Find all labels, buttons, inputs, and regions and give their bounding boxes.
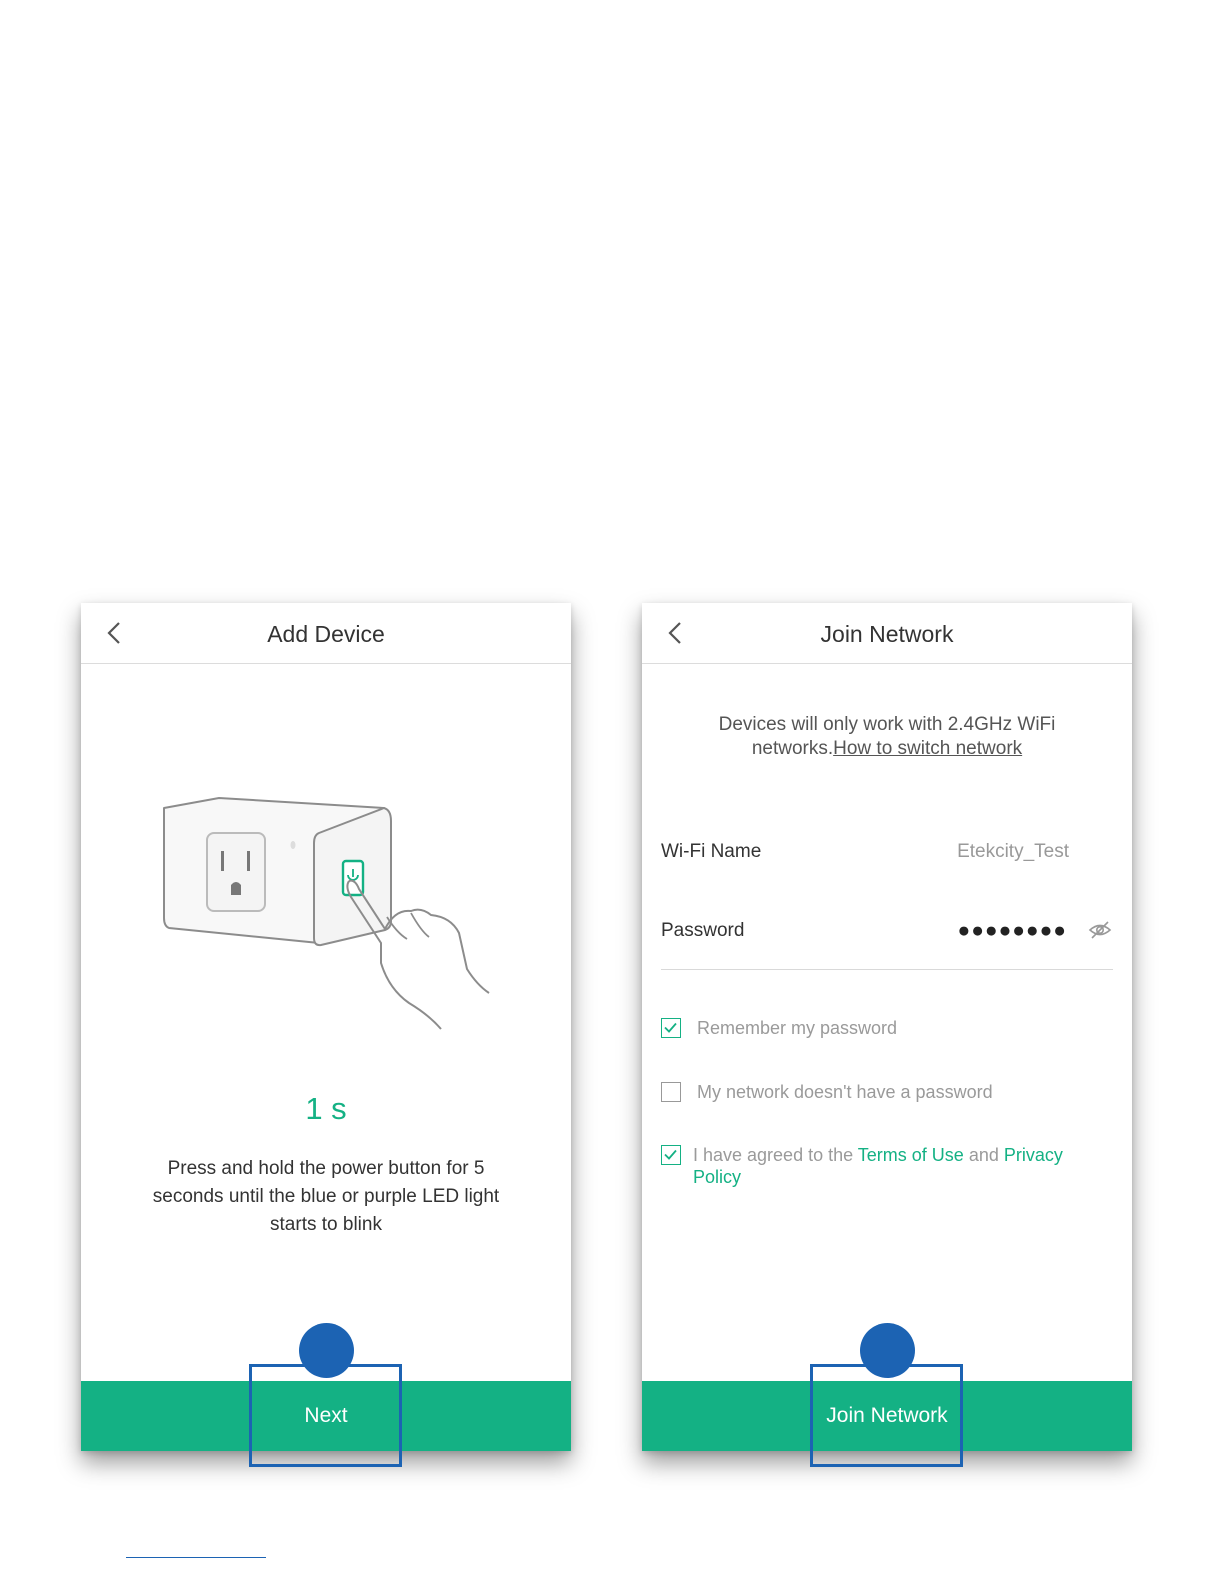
countdown-timer: 1 s <box>305 1091 347 1126</box>
terms-of-use-link[interactable]: Terms of Use <box>857 1145 964 1165</box>
navigation-bar <box>81 603 571 664</box>
no-password-checkbox[interactable] <box>661 1082 681 1102</box>
wifi-name-label: Wi-Fi Name <box>661 841 762 862</box>
password-label: Password <box>661 920 745 941</box>
wifi-notice <box>682 713 1092 761</box>
checkmark-icon <box>662 1019 679 1036</box>
join-network-button[interactable]: Join Network <box>642 1381 1132 1451</box>
password-field[interactable]: ●●●●●●●● <box>957 919 1067 942</box>
eye-off-icon[interactable] <box>1088 919 1112 941</box>
privacy-policy-link-2[interactable]: Policy <box>693 1167 742 1187</box>
checkmark-icon <box>662 1146 679 1163</box>
remember-password-label: Remember my password <box>697 1018 898 1038</box>
instruction-text: Press and hold the power button for 5 seconds until the blue or purple LED light starts to blink <box>152 1158 500 1235</box>
divider-line <box>126 1557 266 1558</box>
switch-network-link[interactable]: How to switch network <box>833 738 1023 759</box>
wifi-notice-text: Devices will only work with 2.4GHz WiFi networks. <box>718 714 1056 759</box>
page-title: Add Device <box>267 621 385 647</box>
page-title: Join Network <box>820 621 954 647</box>
smart-plug-illustration <box>159 793 499 1033</box>
callout-box-next <box>249 1364 402 1467</box>
callout-box-join <box>810 1364 963 1467</box>
terms-checkbox[interactable] <box>661 1145 681 1165</box>
divider <box>661 969 1113 970</box>
wifi-name-value[interactable]: Etekcity_Test <box>957 841 1069 862</box>
terms-and: and <box>963 1145 1004 1165</box>
terms-label <box>693 1144 1102 1188</box>
next-button[interactable]: Next <box>81 1381 571 1451</box>
no-password-label: My network doesn't have a password <box>697 1082 993 1102</box>
navigation-bar <box>642 603 1132 664</box>
terms-prefix: I have agreed to the <box>693 1145 858 1165</box>
privacy-policy-link[interactable]: Privacy <box>1003 1145 1063 1165</box>
remember-password-checkbox[interactable] <box>661 1018 681 1038</box>
